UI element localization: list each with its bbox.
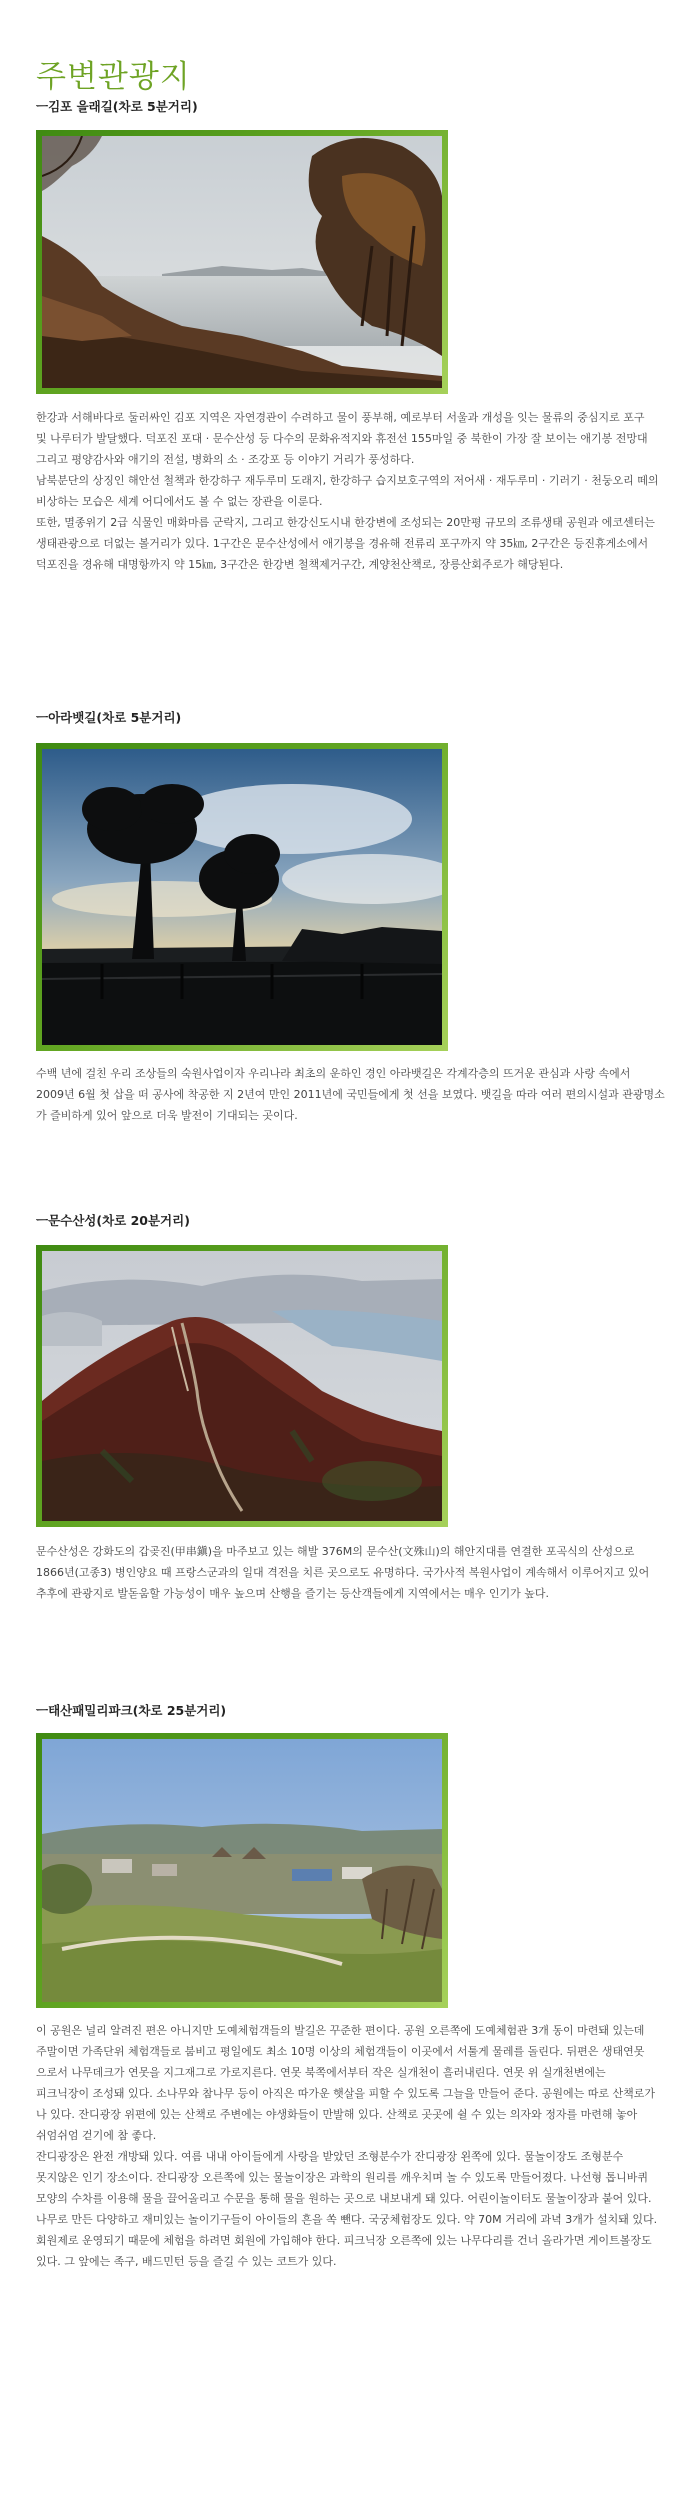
photo-frame-gimpo-trail bbox=[36, 130, 448, 394]
taesan-park-photo bbox=[42, 1739, 442, 2002]
section-title-gimpo-trail: ㅡ김포 을래길(차로 5분거리) bbox=[36, 99, 198, 114]
paragraph-line: 그리고 평양감사와 애기의 전설, 병화의 소 · 조강포 등 이야기 거리가 풍성하다. bbox=[36, 453, 415, 466]
section-text-taesan-park bbox=[36, 2020, 676, 2272]
section-text-ara-waterway bbox=[36, 1063, 676, 1126]
paragraph-line: 생태관광으로 더없는 볼거리가 있다. 1구간은 문수산성에서 애기봉을 경유해 전류리 포구까지 약 35㎞, 2구간은 등진휴게소에서 bbox=[36, 537, 649, 550]
photo-frame-ara-waterway bbox=[36, 743, 448, 1051]
paragraph-line: 및 나루터가 발달했다. 덕포진 포대 · 문수산성 등 다수의 문화유적지와 휴전선 155마일 중 북한이 가장 잘 보이는 애기봉 전망대 bbox=[36, 432, 648, 445]
paragraph-line: 있다. 그 앞에는 족구, 배드민턴 등을 즐길 수 있는 코트가 있다. bbox=[36, 2255, 337, 2268]
gimpo-trail-photo bbox=[42, 136, 442, 388]
photo-frame-taesan-park bbox=[36, 1733, 448, 2008]
paragraph-line: 한강과 서해바다로 둘러싸인 김포 지역은 자연경관이 수려하고 물이 풍부해, 예로부터 서울과 개성을 잇는 물류의 중심지로 포구 bbox=[36, 411, 645, 424]
paragraph-line: 으로서 나무데크가 연못을 지그재그로 가로지른다. 연못 북쪽에서부터 작은 실개천이 흘러내린다. 연못 위 실개천변에는 bbox=[36, 2066, 606, 2079]
paragraph-line: 2009년 6월 첫 삽을 떠 공사에 착공한 지 2년여 만인 2011년에 국민들에게 첫 선을 보였다. 뱃길을 따라 여러 편의시설과 관광명소 bbox=[36, 1088, 665, 1101]
paragraph-line: 비상하는 모습은 세계 어디에서도 볼 수 없는 장관을 이룬다. bbox=[36, 495, 323, 508]
paragraph-line: 쉬엄쉬엄 걷기에 참 좋다. bbox=[36, 2129, 157, 2142]
paragraph-line: 또한, 멸종위기 2급 식물인 매화마름 군락지, 그리고 한강신도시내 한강변에 조성되는 20만평 규모의 조류생태 공원과 에코센터는 bbox=[36, 516, 655, 529]
paragraph-line: 못지않은 인기 장소이다. 잔디광장 오른쪽에 있는 물놀이장은 과학의 원리를 깨우치며 놀 수 있도록 만들어졌다. 나선형 톱니바퀴 bbox=[36, 2171, 648, 2184]
section-title-munsu-fortress: ㅡ문수산성(차로 20분거리) bbox=[36, 1213, 190, 1228]
ara-waterway-photo bbox=[42, 749, 442, 1045]
paragraph-line: 가 즐비하게 있어 앞으로 더욱 발전이 기대되는 곳이다. bbox=[36, 1109, 298, 1122]
paragraph-line: 피크닉장이 조성돼 있다. 소나무와 참나무 등이 아직은 따가운 햇살을 피할 수 있도록 그늘을 만들어 준다. 공원에는 따로 산책로가 bbox=[36, 2087, 655, 2100]
paragraph-line: 모양의 수차를 이용해 물을 끌어올리고 수문을 통해 물을 원하는 곳으로 내보내게 돼 있다. 어린이놀이터도 물놀이장과 붙어 있다. bbox=[36, 2192, 652, 2205]
paragraph-line: 회원제로 운영되기 때문에 체험을 하려면 회원에 가입해야 한다. 피크닉장 오른쪽에 있는 나무다리를 건너 올라가면 게이트볼장도 bbox=[36, 2234, 652, 2247]
paragraph-line: 잔디광장은 완전 개방돼 있다. 여름 내내 아이들에게 사랑을 받았던 조형분수가 잔디광장 왼쪽에 있다. 물놀이장도 조형분수 bbox=[36, 2150, 624, 2163]
paragraph-line: 나 있다. 잔디광장 위편에 있는 산책로 주변에는 야생화들이 만발해 있다. 산책로 곳곳에 쉴 수 있는 의자와 정자를 마련해 놓아 bbox=[36, 2108, 638, 2121]
section-text-gimpo-trail bbox=[36, 407, 676, 575]
paragraph-line: 남북분단의 상징인 해안선 철책과 한강하구 재두루미 도래지, 한강하구 습지보호구역의 저어새 · 재두루미 · 기러기 · 천둥오리 떼의 bbox=[36, 474, 659, 487]
section-text-munsu-fortress bbox=[36, 1541, 676, 1604]
paragraph-line: 주말이면 가족단위 체험객들로 붐비고 평일에도 최소 10명 이상의 체험객들이 이곳에서 서툴게 물레를 돌린다. 뒤편은 생태연못 bbox=[36, 2045, 645, 2058]
paragraph-line: 덕포진을 경유해 대명항까지 약 15㎞, 3구간은 한강변 철책제거구간, 계양천산책로, 장릉산회주로가 해당된다. bbox=[36, 558, 564, 571]
section-title-taesan-park: ㅡ태산패밀리파크(차로 25분거리) bbox=[36, 1703, 227, 1718]
paragraph-line: 수백 년에 걸친 우리 조상들의 숙원사업이자 우리나라 최초의 운하인 경인 아라뱃길은 각계각층의 뜨거운 관심과 사랑 속에서 bbox=[36, 1067, 631, 1080]
paragraph-line: 추후에 관광지로 발돋움할 가능성이 매우 높으며 산행을 즐기는 등산객들에게 지역에서는 매우 인기가 높다. bbox=[36, 1587, 549, 1600]
paragraph-line: 1866년(고종3) 병인양요 때 프랑스군과의 일대 격전을 치른 곳으로도 유명하다. 국가사적 복원사업이 계속해서 이루어지고 있어 bbox=[36, 1566, 650, 1579]
paragraph-line: 문수산성은 강화도의 갑곶진(甲串鎭)을 마주보고 있는 해발 376M의 문수산(文殊山)의 해안지대를 연결한 포곡식의 산성으로 bbox=[36, 1545, 635, 1558]
photo-frame-munsu-fortress bbox=[36, 1245, 448, 1527]
page-title: 주변관광지 bbox=[36, 58, 191, 95]
paragraph-line: 나무로 만든 다양하고 재미있는 놀이기구들이 아이들의 흔을 쏙 뺀다. 국궁체험장도 있다. 약 70M 거리에 과녁 3개가 설치돼 있다. bbox=[36, 2213, 658, 2226]
paragraph-line: 이 공원은 널리 알려진 편은 아니지만 도예체험객들의 발길은 꾸준한 편이다. 공원 오른쪽에 도예체험관 3개 동이 마련돼 있는데 bbox=[36, 2024, 645, 2037]
munsu-fortress-photo bbox=[42, 1251, 442, 1521]
section-title-ara-waterway: ㅡ아라뱃길(차로 5분거리) bbox=[36, 710, 182, 725]
